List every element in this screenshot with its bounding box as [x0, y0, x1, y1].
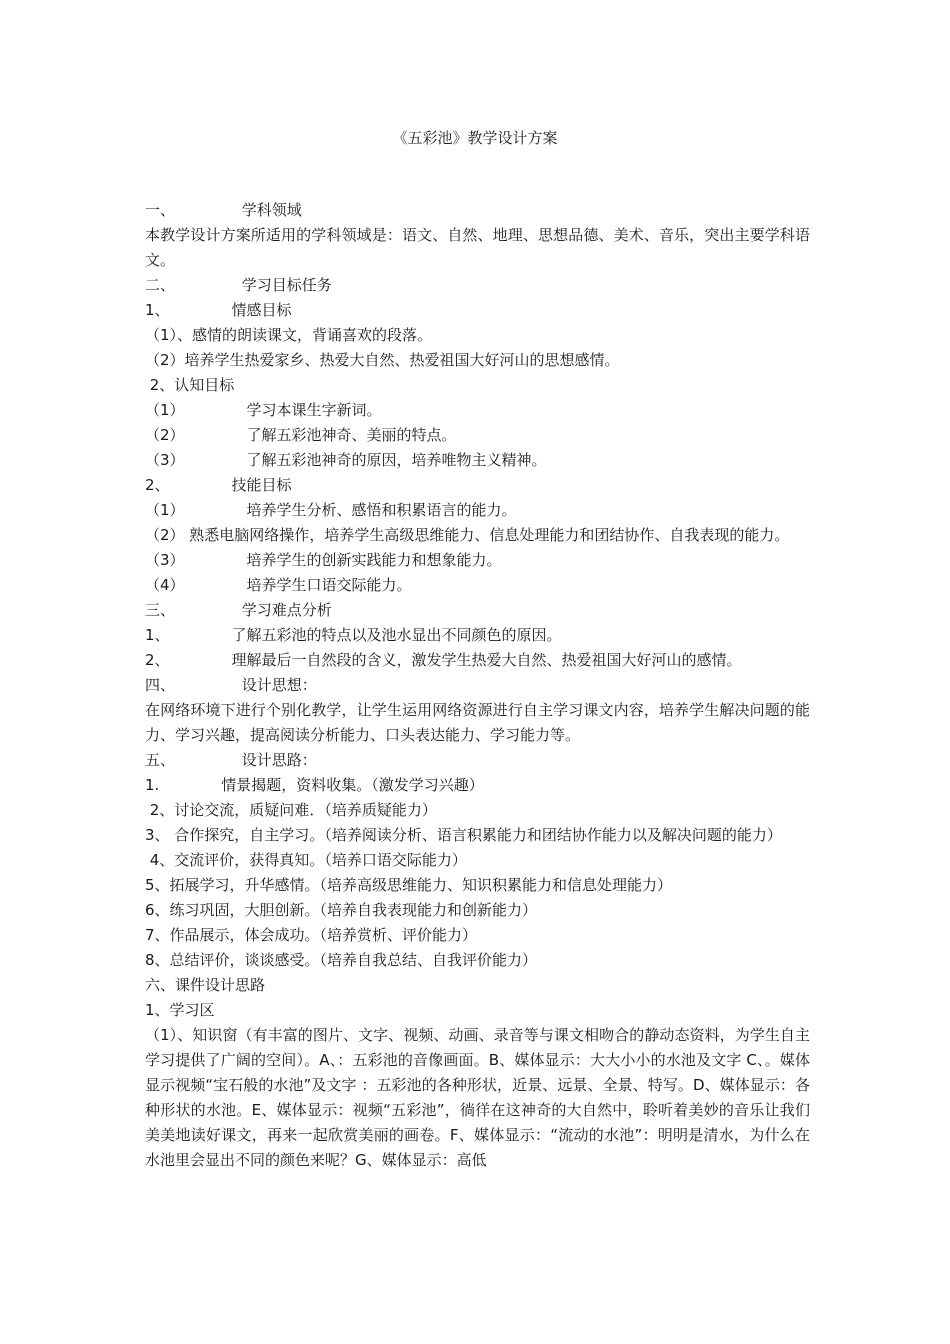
- list-item: （2）培养学生热爱家乡、热爱大自然、热爱祖国大好河山的思想感情。: [145, 351, 620, 369]
- list-item: （3） 培养学生的创新实践能力和想象能力。: [145, 551, 502, 569]
- list-item: （2） 了解五彩池神奇、美丽的特点。: [145, 426, 457, 444]
- list-item: 1. 情景揭题，资料收集。（激发学习兴趣）: [145, 776, 484, 794]
- list-item: （3） 了解五彩池神奇的原因，培养唯物主义精神。: [145, 451, 547, 469]
- subheading: 2、 技能目标: [145, 476, 292, 494]
- document-body: [145, 198, 810, 1173]
- subheading: 1、学习区: [145, 1001, 215, 1019]
- paragraph: 本教学设计方案所适用的学科领域是：语文、自然、地理、思想品德、美术、音乐，突出主要学科语文。: [145, 226, 810, 269]
- document-title: 《五彩池》教学设计方案: [392, 129, 558, 147]
- subheading: 1、 情感目标: [145, 301, 292, 319]
- paragraph: 在网络环境下进行个别化教学，让学生运用网络资源进行自主学习课文内容，培养学生解决问题的能力、学习兴趣，提高阅读分析能力、口头表达能力、学习能力等。: [145, 701, 810, 744]
- list-item: 5、拓展学习，升华感情。（培养高级思维能力、知识积累能力和信息处理能力）: [145, 876, 673, 894]
- paragraph: （1）、知识窗（有丰富的图片、文字、视频、动画、录音等与课文相吻合的静动态资料，为学生自主学习提供了广阔的空间）。A、：五彩池的音像画面。B、媒体显示：大大小小的水池及文字 C、。媒体显示视频“宝石般的水池”及文字 ：五彩池的各种形状，近景、远景、全景、特写。D、媒体显示：各种形状的水池。E、媒体显示：视频“五彩池”，徜徉在这神奇的大自然中，聆听着美妙的音乐让我们美美地读好课文，再来一起欣赏美丽的画卷。F、媒体显示：“流动的水池”：明明是清水，为什么在水池里会显出不同的颜色来呢？G、媒体显示：高低: [145, 1026, 810, 1169]
- list-item: （1） 培养学生分析、感悟和积累语言的能力。: [145, 501, 517, 519]
- heading-6: 六、课件设计思路: [145, 976, 266, 994]
- list-item: （1） 学习本课生字新词。: [145, 401, 382, 419]
- subheading: 2、认知目标: [145, 376, 235, 394]
- list-item: 4、交流评价，获得真知。（培养口语交际能力）: [145, 851, 467, 869]
- list-item: 8、总结评价，谈谈感受。（培养自我总结、自我评价能力）: [145, 951, 538, 969]
- list-item: 3、 合作探究，自主学习。（培养阅读分析、语言积累能力和团结协作能力以及解决问题的能力）: [145, 826, 782, 844]
- list-item: 7、作品展示，体会成功。（培养赏析、评价能力）: [145, 926, 478, 944]
- heading-5: 五、 设计思路：: [145, 751, 317, 769]
- list-item: （4） 培养学生口语交际能力。: [145, 576, 412, 594]
- heading-2: 二、 学习目标任务: [145, 276, 332, 294]
- heading-1: 一、 学科领域: [145, 201, 302, 219]
- heading-4: 四、 设计思想：: [145, 676, 317, 694]
- list-item: 6、练习巩固，大胆创新。（培养自我表现能力和创新能力）: [145, 901, 538, 919]
- list-item: 2、讨论交流，质疑问难．（培养质疑能力）: [145, 801, 437, 819]
- list-item: 1、 了解五彩池的特点以及池水显出不同颜色的原因。: [145, 626, 562, 644]
- heading-3: 三、 学习难点分析: [145, 601, 332, 619]
- list-item: （1）、感情的朗读课文，背诵喜欢的段落。: [145, 326, 433, 344]
- list-item: （2） 熟悉电脑网络操作，培养学生高级思维能力、信息处理能力和团结协作、自我表现的能力。: [145, 526, 790, 544]
- list-item: 2、 理解最后一自然段的含义，激发学生热爱大自然、热爱祖国大好河山的感情。: [145, 651, 742, 669]
